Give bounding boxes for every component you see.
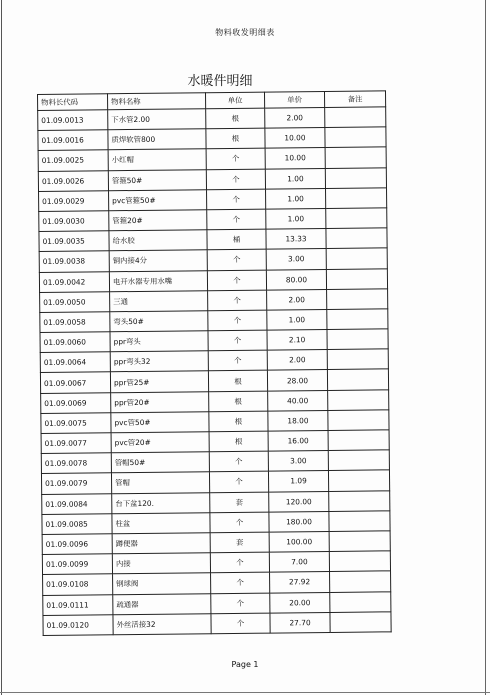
cell-code: 01.09.0026 <box>38 170 108 191</box>
cell-unit: 个 <box>210 552 269 573</box>
cell-price: 1.00 <box>266 208 326 229</box>
cell-unit: 根 <box>209 431 268 452</box>
cell-name: 疏通器 <box>113 593 211 614</box>
cell-name: 管帽50# <box>111 452 209 473</box>
cell-note <box>326 208 387 229</box>
materials-table <box>37 90 392 635</box>
cell-note <box>327 349 388 370</box>
cell-unit: 个 <box>211 572 270 593</box>
column-header-price: 单价 <box>264 91 324 108</box>
cell-unit: 根 <box>206 128 265 149</box>
cell-note <box>326 248 387 269</box>
cell-note <box>326 228 387 249</box>
page-edge-left <box>1 0 2 695</box>
cell-unit: 个 <box>206 169 265 190</box>
cell-price: 1.09 <box>268 471 328 492</box>
cell-price: 1.00 <box>267 309 327 330</box>
page-number: Page 1 <box>231 660 259 669</box>
cell-note <box>328 470 389 491</box>
cell-name: 电开水器专用水嘴 <box>109 270 207 291</box>
cell-unit: 个 <box>210 512 269 533</box>
materials-table-wrapper <box>37 90 392 635</box>
cell-code: 01.09.0069 <box>41 392 111 413</box>
cell-unit: 根 <box>208 371 267 392</box>
cell-price: 180.00 <box>269 511 329 532</box>
cell-unit: 个 <box>208 350 267 371</box>
cell-unit: 根 <box>206 108 265 129</box>
cell-price: 1.00 <box>265 168 325 189</box>
cell-note <box>325 147 386 168</box>
cell-name: pvc管20# <box>111 432 209 453</box>
cell-code: 01.09.0078 <box>41 453 111 474</box>
cell-code: 01.09.0096 <box>42 534 112 555</box>
cell-note <box>328 389 389 410</box>
sheet-title: 水暖件明细 <box>187 74 253 89</box>
cell-note <box>327 309 388 330</box>
cell-unit: 个 <box>209 471 268 492</box>
cell-code: 01.09.0075 <box>41 413 111 434</box>
cell-unit: 个 <box>211 593 270 614</box>
cell-unit: 个 <box>207 189 266 210</box>
cell-price: 20.00 <box>270 592 330 613</box>
cell-code: 01.09.0111 <box>43 594 113 615</box>
cell-name: 给水胶 <box>109 230 207 251</box>
cell-price: 7.00 <box>269 552 329 573</box>
cell-note <box>327 289 388 310</box>
cell-name: 内接 <box>112 553 210 574</box>
cell-name: 钢球阀 <box>113 573 211 594</box>
cell-unit: 根 <box>209 411 268 432</box>
cell-note <box>329 490 390 511</box>
cell-note <box>327 369 388 390</box>
cell-note <box>328 450 389 471</box>
cell-code: 01.09.0058 <box>40 312 110 333</box>
cell-unit: 个 <box>207 249 266 270</box>
cell-unit: 个 <box>209 451 268 472</box>
cell-code: 01.09.0050 <box>40 291 110 312</box>
cell-name: 外丝活接32 <box>113 613 211 634</box>
cell-unit: 个 <box>207 270 266 291</box>
cell-unit: 套 <box>210 532 269 553</box>
cell-note <box>330 591 391 612</box>
cell-note <box>328 410 389 431</box>
cell-note <box>325 127 386 148</box>
cell-name: 三通 <box>110 290 208 311</box>
cell-note <box>327 329 388 350</box>
cell-name: 柱盆 <box>112 512 210 533</box>
cell-price: 2.00 <box>267 350 327 371</box>
cell-price: 120.00 <box>269 491 329 512</box>
cell-code: 01.09.0060 <box>40 332 110 353</box>
cell-code: 01.09.0099 <box>42 554 112 575</box>
cell-price: 3.00 <box>266 249 326 270</box>
cell-price: 1.00 <box>266 188 326 209</box>
cell-code: 01.09.0077 <box>41 433 111 454</box>
cell-name: 管箍50# <box>108 169 206 190</box>
cell-note <box>328 430 389 451</box>
cell-name: pvc管50# <box>111 412 209 433</box>
document-header: 物料收发明细表 <box>215 28 275 37</box>
cell-code: 01.09.0085 <box>42 513 112 534</box>
cell-note <box>326 188 387 209</box>
cell-note <box>325 107 386 128</box>
column-header-name: 物料名称 <box>108 93 206 110</box>
cell-unit: 个 <box>207 209 266 230</box>
cell-price: 3.00 <box>268 451 328 472</box>
cell-code: 01.09.0030 <box>39 211 109 232</box>
cell-name: 小红帽 <box>108 149 206 170</box>
cell-price: 27.92 <box>270 572 330 593</box>
cell-name: 质焊软管800 <box>108 129 206 150</box>
page-edge-right <box>485 0 486 695</box>
cell-price: 2.00 <box>267 289 327 310</box>
cell-name: 管箍20# <box>109 210 207 231</box>
cell-unit: 套 <box>210 492 269 513</box>
cell-unit: 个 <box>208 290 267 311</box>
cell-code: 01.09.0120 <box>43 614 113 635</box>
cell-code: 01.09.0042 <box>39 271 109 292</box>
cell-code: 01.09.0108 <box>43 574 113 595</box>
cell-note <box>329 531 390 552</box>
page-edge-bottom <box>0 692 490 693</box>
cell-price: 80.00 <box>266 269 326 290</box>
cell-name: 下水管2.00 <box>108 109 206 130</box>
cell-name: ppr弯头32 <box>110 351 208 372</box>
cell-unit: 个 <box>211 613 270 634</box>
cell-note <box>325 167 386 188</box>
cell-price: 16.00 <box>268 430 328 451</box>
cell-note <box>326 268 387 289</box>
table-row <box>43 612 391 636</box>
cell-name: 管帽 <box>111 472 209 493</box>
cell-unit: 桶 <box>207 229 266 250</box>
cell-note <box>329 551 390 572</box>
table-body <box>38 107 391 635</box>
cell-name: 台下盆120. <box>112 492 210 513</box>
cell-price: 18.00 <box>268 410 328 431</box>
cell-unit: 个 <box>208 330 267 351</box>
cell-code: 01.09.0025 <box>38 150 108 171</box>
column-header-unit: 单位 <box>205 92 264 109</box>
cell-code: 01.09.0038 <box>39 251 109 272</box>
cell-note <box>330 571 391 592</box>
cell-name: 蹲便器 <box>112 533 210 554</box>
cell-name: 弯头50# <box>110 311 208 332</box>
cell-code: 01.09.0013 <box>38 110 108 131</box>
cell-unit: 个 <box>208 310 267 331</box>
cell-name: ppr管20# <box>111 391 209 412</box>
cell-code: 01.09.0016 <box>38 130 108 151</box>
cell-code: 01.09.0064 <box>40 352 110 373</box>
cell-name: 铜内接4分 <box>109 250 207 271</box>
cell-code: 01.09.0084 <box>42 493 112 514</box>
cell-price: 10.00 <box>265 128 325 149</box>
cell-note <box>329 511 390 532</box>
column-header-note: 备注 <box>324 91 385 108</box>
cell-price: 2.10 <box>267 330 327 351</box>
cell-price: 10.00 <box>265 148 325 169</box>
cell-price: 27.70 <box>270 612 330 633</box>
cell-name: ppr管25# <box>110 371 208 392</box>
cell-code: 01.09.0029 <box>39 191 109 212</box>
cell-price: 100.00 <box>269 531 329 552</box>
cell-name: pvc管箍50# <box>109 189 207 210</box>
cell-note <box>330 612 391 633</box>
cell-price: 13.33 <box>266 229 326 250</box>
cell-code: 01.09.0035 <box>39 231 109 252</box>
cell-price: 2.00 <box>265 107 325 128</box>
cell-unit: 根 <box>209 391 268 412</box>
cell-unit: 个 <box>206 148 265 169</box>
cell-price: 28.00 <box>267 370 327 391</box>
column-header-code: 物料长代码 <box>38 94 108 111</box>
cell-price: 40.00 <box>268 390 328 411</box>
cell-code: 01.09.0079 <box>41 473 111 494</box>
cell-name: ppr弯头 <box>110 331 208 352</box>
cell-code: 01.09.0067 <box>40 372 110 393</box>
